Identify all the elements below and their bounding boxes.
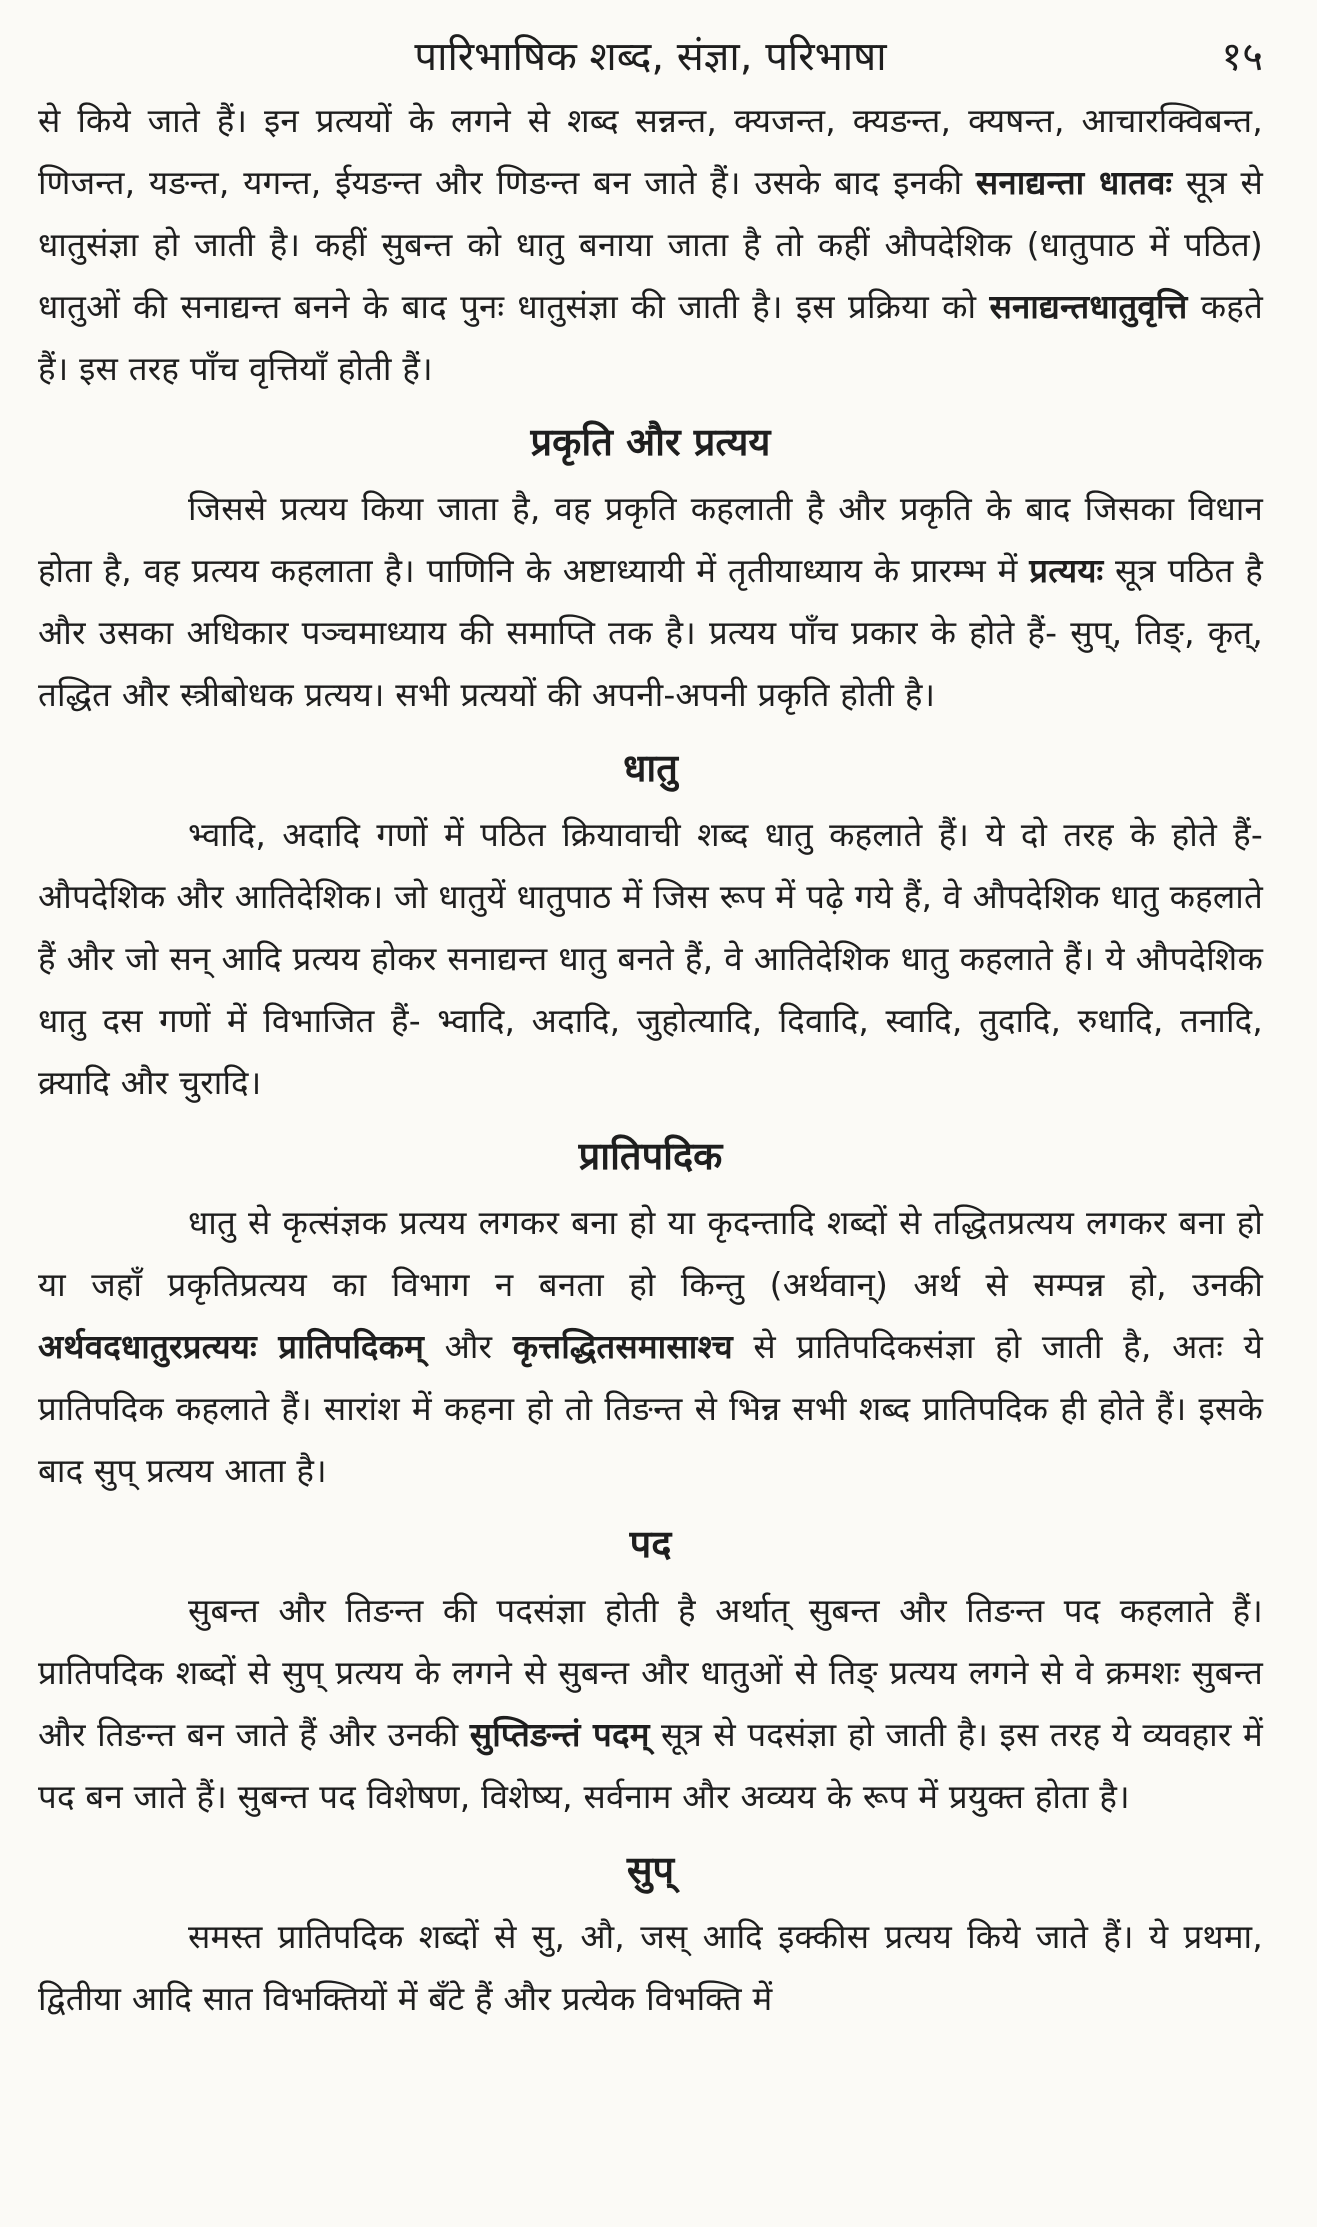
section-heading-prakriti-pratyaya: प्रकृति और प्रत्यय bbox=[530, 420, 771, 464]
sutra-text: सनाद्यन्ता धातवः bbox=[975, 163, 1173, 202]
text-run: सूत्र से पदसंज्ञा हो जाती है। इस तरह ये व्यवहार में पद बन जाते हैं। सुबन्त पद विशेषण, विशेष्य, सर्वनाम और अव्यय के रूप में प्रयुक्त होता है। bbox=[38, 1715, 1263, 1816]
text-run: और bbox=[424, 1327, 513, 1366]
sutra-text: सुप्तिङन्तं पदम् bbox=[469, 1715, 650, 1754]
sutra-text: अर्थवदधातुरप्रत्ययः प्रातिपदिकम् bbox=[38, 1327, 425, 1366]
paragraph-dhatu bbox=[38, 804, 1263, 1114]
text-run: भ्वादि, अदादि गणों में पठित क्रियावाची शब्द धातु कहलाते हैं। ये दो तरह के होते हैं- औपदेशिक और आतिदेशिक। जो धातुयें धातुपाठ में जिस रूप में पढ़े गये हैं, वे औपदेशिक धातु कहलाते हैं और जो सन् आदि प्रत्यय होकर सनाद्यन्त धातु बनते हैं, वे आतिदेशिक धातु कहलाते हैं। ये औपदेशिक धातु दस गणों में विभाजित हैं- भ्वादि, अदादि, जुहोत्यादि, दिवादि, स्वादि, तुदादि, रुधादि, तनादि, क्र्यादि और चुरादि। bbox=[38, 815, 1263, 1102]
page-header bbox=[38, 28, 1263, 90]
text-run: कहते हैं। इस तरह पाँच वृत्तियाँ होती हैं। bbox=[38, 287, 1263, 388]
paragraph-intro bbox=[38, 90, 1263, 400]
paragraph-pada bbox=[38, 1580, 1263, 1828]
text-run: सूत्र पठित है और उसका अधिकार पञ्चमाध्याय की समाप्ति तक है। प्रत्यय पाँच प्रकार के होते हैं- सुप्, तिङ्, कृत्, तद्धित और स्त्रीबोधक प्रत्यय। सभी प्रत्ययों की अपनी-अपनी प्रकृति होती है। bbox=[38, 551, 1264, 714]
paragraph-prakriti-pratyaya bbox=[38, 478, 1263, 726]
sutra-text: कृत्तद्धितसमासाश्च bbox=[512, 1327, 733, 1366]
paragraph-pratipadika bbox=[38, 1192, 1263, 1502]
text-run: से किये जाते हैं। इन प्रत्ययों के लगने से शब्द सन्नन्त, क्यजन्त, क्यङन्त, क्यषन्त, आचारक्विबन्त, णिजन्त, यङन्त, यगन्त, ईयङन्त और णिङन्त बन जाते हैं। उसके बाद इनकी bbox=[38, 101, 1263, 202]
section-heading-sup: सुप् bbox=[626, 1848, 675, 1892]
paragraph-sup bbox=[38, 1906, 1263, 2030]
page-number: १५ bbox=[1221, 34, 1263, 80]
text-run: सुबन्त और तिङन्त की पदसंज्ञा होती है अर्थात् सुबन्त और तिङन्त पद कहलाते हैं। प्रातिपदिक शब्दों से सुप् प्रत्यय के लगने से सुबन्त और धातुओं से तिङ् प्रत्यय लगने से वे क्रमशः सुबन्त और तिङन्त बन जाते हैं और उनकी bbox=[38, 1591, 1263, 1754]
section-heading-pratipadika: प्रातिपदिक bbox=[578, 1134, 723, 1178]
section-heading-pada: पद bbox=[629, 1522, 672, 1566]
section-heading-dhatu: धातु bbox=[623, 746, 678, 790]
text-run: समस्त प्रातिपदिक शब्दों से सु, औ, जस् आदि इक्कीस प्रत्यय किये जाते हैं। ये प्रथमा, द्वितीया आदि सात विभक्तियों में बँटे हैं और प्रत्येक विभक्ति में bbox=[38, 1917, 1263, 2018]
running-title: पारिभाषिक शब्द, संज्ञा, परिभाषा bbox=[414, 34, 887, 80]
text-run: से प्रातिपदिकसंज्ञा हो जाती है, अतः ये प्रातिपदिक कहलाते हैं। सारांश में कहना हो तो तिङन्त से भिन्न सभी शब्द प्रातिपदिक ही होते हैं। इसके बाद सुप् प्रत्यय आता है। bbox=[38, 1327, 1263, 1490]
text-run: सूत्र से धातुसंज्ञा हो जाती है। कहीं सुबन्त को धातु बनाया जाता है तो कहीं औपदेशिक (धातुपाठ में पठित) धातुओं की सनाद्यन्त बनने के बाद पुनः धातुसंज्ञा की जाती है। इस प्रक्रिया को bbox=[38, 163, 1264, 326]
text-run: धातु से कृत्संज्ञक प्रत्यय लगकर बना हो या कृदन्तादि शब्दों से तद्धितप्रत्यय लगकर बना हो या जहाँ प्रकृतिप्रत्यय का विभाग न बनता हो किन्तु (अर्थवान्) अर्थ से सम्पन्न हो, उनकी bbox=[38, 1203, 1263, 1304]
term-text: सनाद्यन्तधातुवृत्ति bbox=[989, 287, 1188, 326]
sutra-text: प्रत्ययः bbox=[1029, 551, 1104, 590]
text-run: जिससे प्रत्यय किया जाता है, वह प्रकृति कहलाती है और प्रकृति के बाद जिसका विधान होता है, वह प्रत्यय कहलाता है। पाणिनि के अष्टाध्यायी में तृतीयाध्याय के प्रारम्भ में bbox=[38, 489, 1263, 590]
